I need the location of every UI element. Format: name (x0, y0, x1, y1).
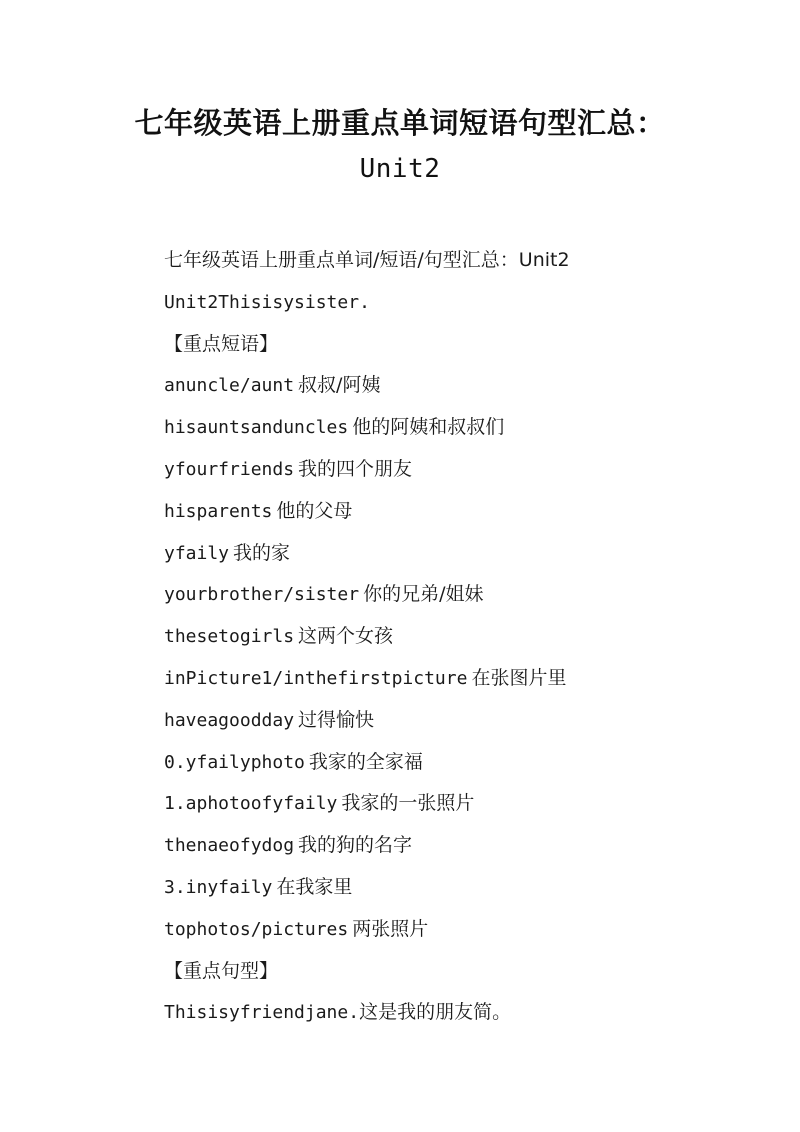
body-line (164, 783, 764, 825)
body-line (164, 909, 764, 951)
english-text: haveagoodday (164, 709, 295, 731)
body-line (164, 825, 764, 867)
chinese-text: 这两个女孩 (298, 625, 394, 648)
body-line (164, 240, 764, 282)
body-line (164, 742, 764, 784)
english-text: thesetogirls (164, 626, 295, 648)
chinese-text: 你的兄弟/姐妹 (363, 583, 484, 606)
section-heading-phrases (164, 324, 764, 366)
chinese-text: 七年级英语上册重点单词/短语/句型汇总：Unit2 (164, 249, 570, 271)
body-line (164, 533, 764, 575)
chinese-text: 我家的一张照片 (341, 792, 475, 815)
english-text: yfaily (164, 542, 230, 564)
chinese-text: 叔叔/阿姨 (298, 374, 381, 397)
english-text: thenaeofydog (164, 835, 295, 857)
english-text: Unit2Thisisysister. (164, 291, 370, 313)
body-line (164, 449, 764, 491)
english-text: tophotos/pictures (164, 918, 349, 940)
body-line (164, 491, 764, 533)
body-line (164, 407, 764, 449)
english-text: yfourfriends (164, 458, 295, 480)
chinese-text: 在我家里 (276, 875, 353, 898)
document-title: 七年级英语上册重点单词短语句型汇总： (134, 106, 666, 140)
document-title-unit: Unit2 (359, 154, 441, 184)
english-text: 3.inyfaily (164, 876, 273, 898)
body-line (164, 867, 764, 909)
body-line (164, 282, 764, 324)
body-line (164, 365, 764, 407)
chinese-text: 他的阿姨和叔叔们 (352, 416, 505, 439)
chinese-text: 我的四个朋友 (298, 457, 413, 480)
body-line (164, 574, 764, 616)
section-heading-sentences (164, 951, 764, 993)
english-text: 1.aphotoofyfaily (164, 793, 338, 815)
body-line (164, 700, 764, 742)
chinese-text: 过得愉快 (298, 708, 375, 731)
chinese-text: 【重点句型】 (164, 959, 279, 982)
chinese-text: 我的家 (233, 541, 291, 564)
english-text: 0.yfailyphoto (164, 751, 305, 773)
english-text: hisauntsanduncles (164, 417, 349, 439)
chinese-text: 我家的全家福 (308, 750, 423, 773)
chinese-text: 在张图片里 (471, 666, 567, 689)
english-text: hisparents (164, 500, 273, 522)
body-line (164, 616, 764, 658)
english-text: inPicture1/inthefirstpicture (164, 667, 468, 689)
english-text: anuncle/aunt (164, 375, 295, 397)
chinese-text: 他的父母 (276, 499, 353, 522)
chinese-text: 我的狗的名字 (298, 834, 413, 857)
chinese-text: 两张照片 (352, 917, 429, 940)
document-body (164, 240, 764, 1034)
english-text: yourbrother/sister (164, 584, 360, 606)
chinese-text: 【重点短语】 (164, 332, 279, 355)
body-line (164, 658, 764, 700)
english-text: Thisisyfriendjane. (164, 1002, 360, 1024)
chinese-text: 这是我的朋友简。 (359, 1001, 512, 1024)
body-line (164, 992, 764, 1034)
